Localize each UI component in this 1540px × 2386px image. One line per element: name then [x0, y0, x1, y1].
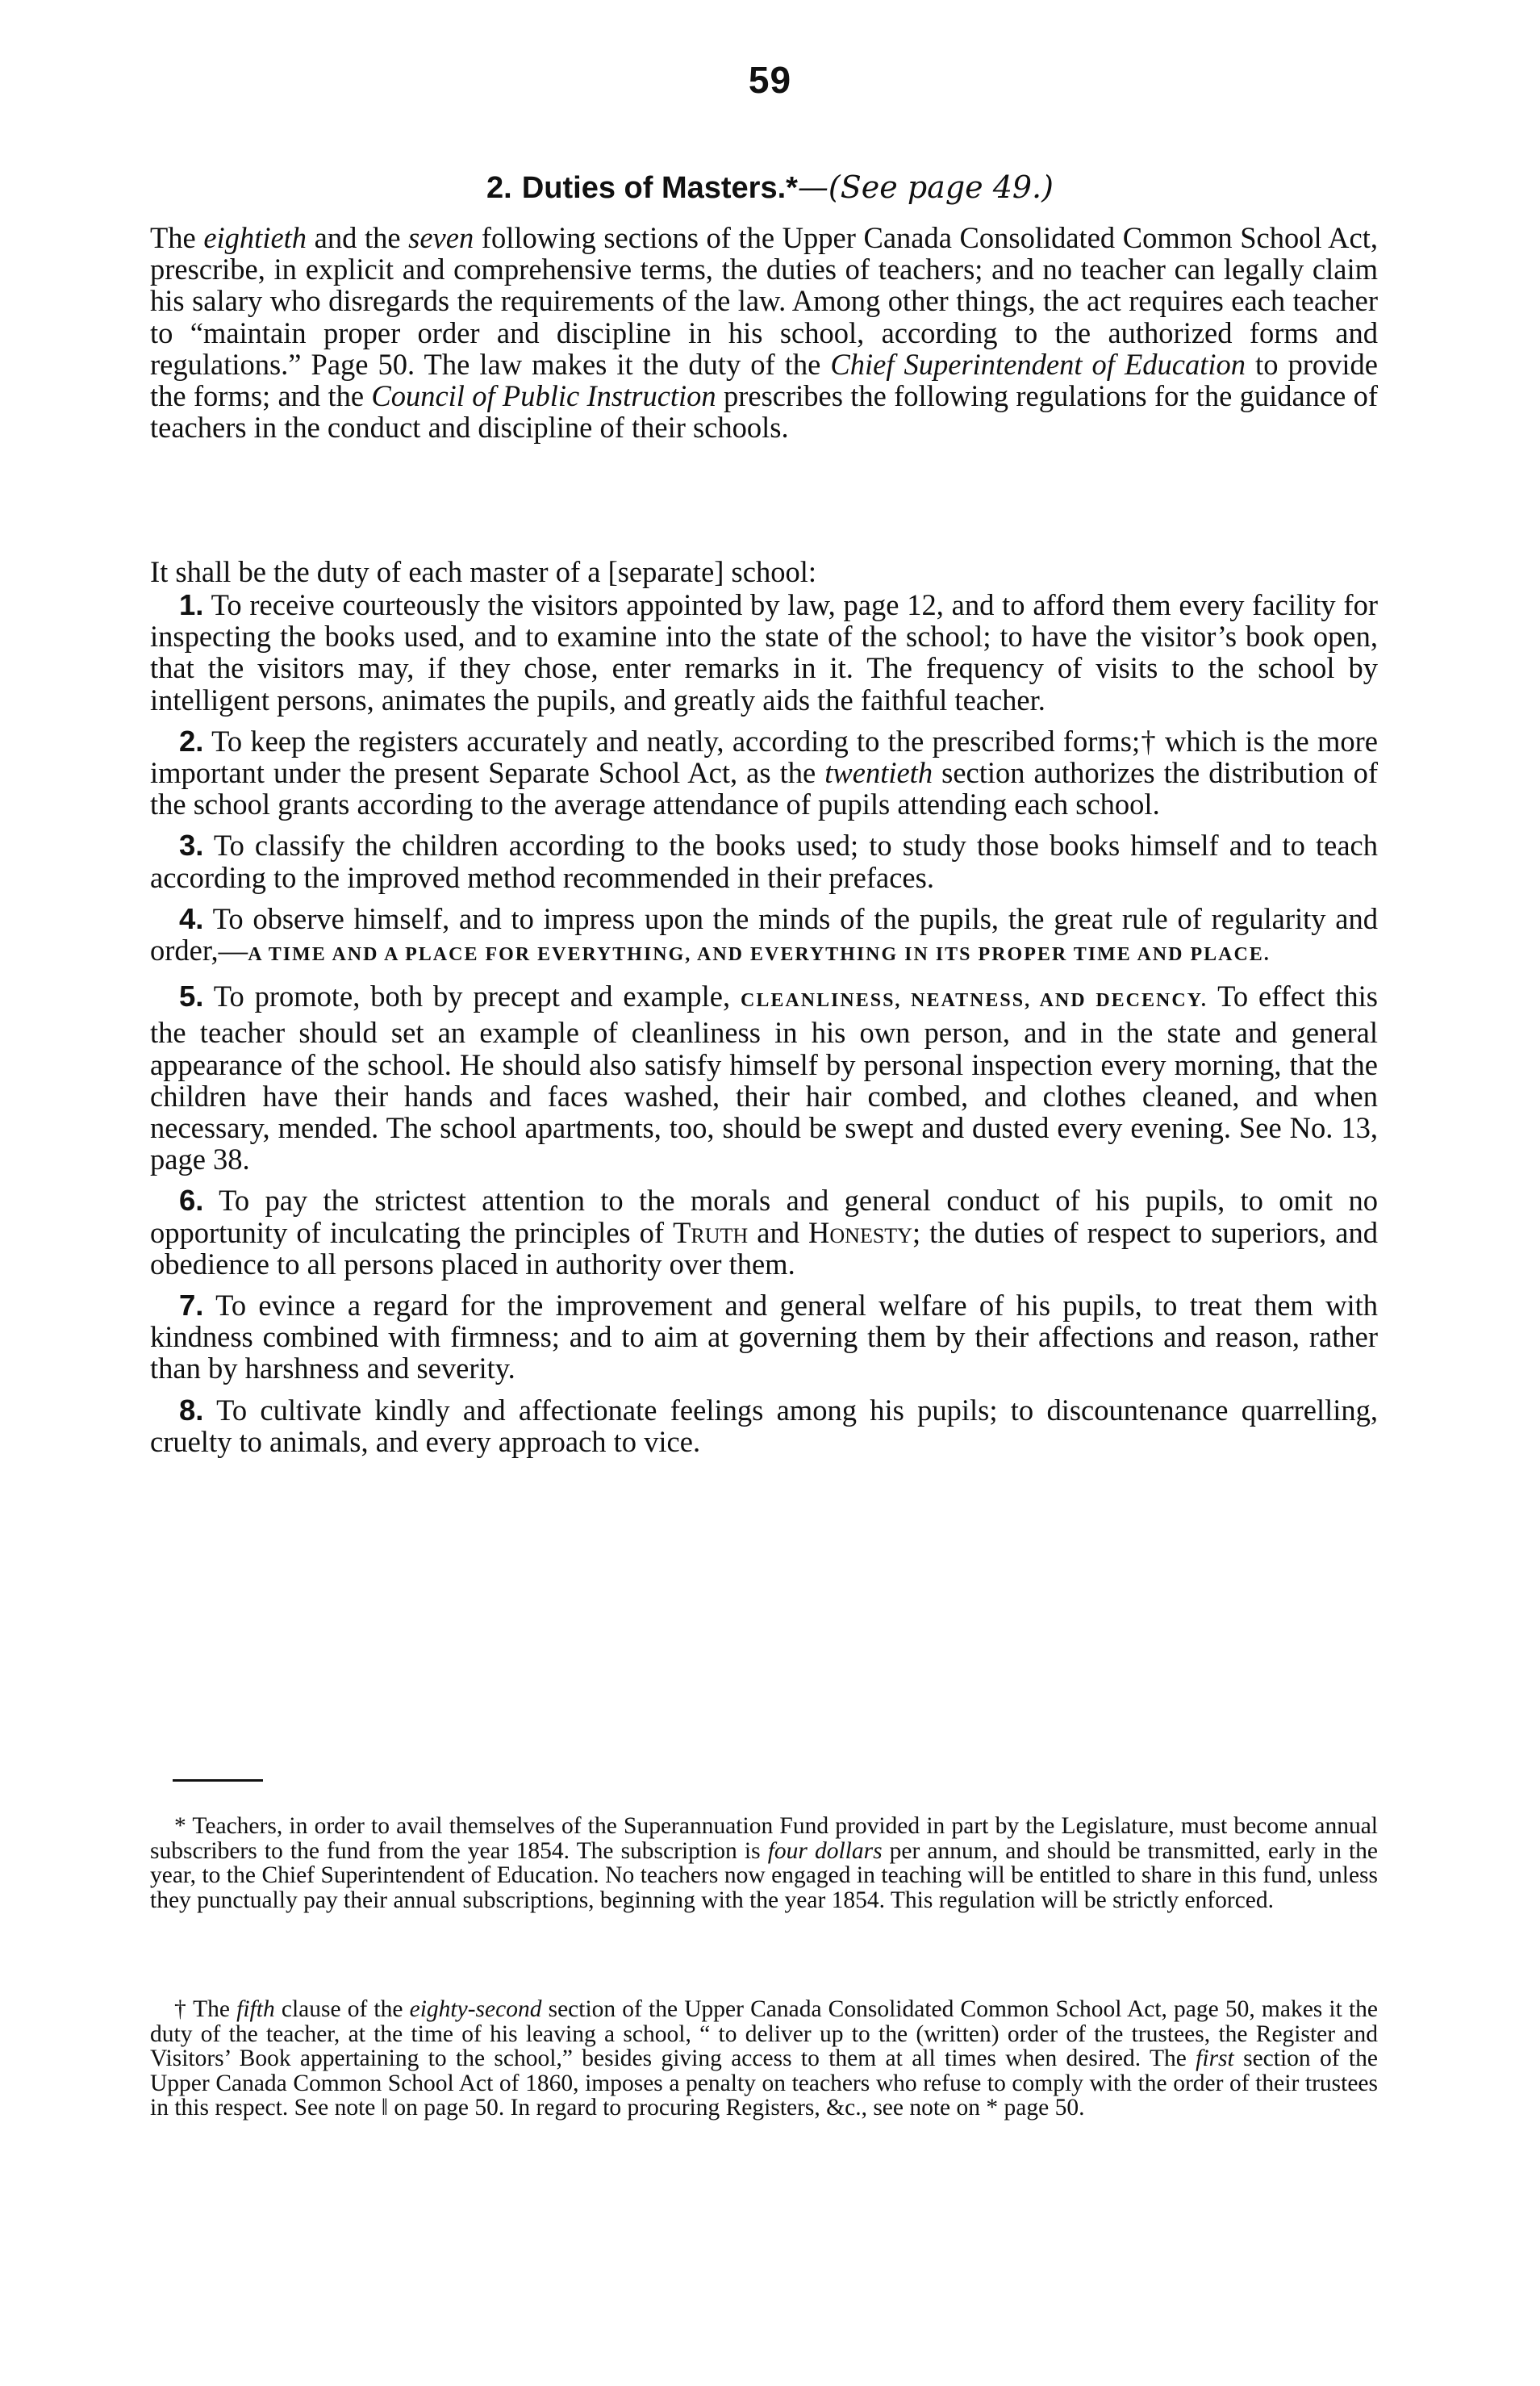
footnote-text: section of the Upper Canada Consolidated Common School Act, page 50, makes it the duty of the teacher, at the time of his leaving a school, “ to deliver up to the (written) order of the trustees, the Register and Visitors’ Book appertaining to the school,” besides giving access to them at all times when desired. The [150, 1996, 1378, 2072]
item-text: To classify the children according to the books used; to study those books himself and to teach according to the improved method recommended in their prefaces. [150, 829, 1378, 894]
duty-list [150, 589, 1378, 1457]
item-text: To promote, both by precept and example, [213, 980, 741, 1013]
item-number: 5. [179, 980, 204, 1013]
intro-emphasis: Chief Superintendent of Education [830, 347, 1246, 381]
item-text: To cultivate kindly and affectionate feelings among his pupils; to discountenance quarrelling, cruelty to animals, and every approach to vice. [150, 1393, 1378, 1458]
duty-item-8 [150, 1394, 1378, 1457]
item-text: To pay the strictest attention to the morals and general conduct of his pupils, to omit no opportunity of inculcating the principles of [150, 1184, 1378, 1249]
item-text: and [748, 1215, 809, 1249]
heading-number: 2. [486, 171, 512, 205]
item-number: 8. [179, 1393, 204, 1427]
item-small-caps: Truth [673, 1215, 749, 1249]
item-number: 1. [179, 588, 204, 621]
intro-text: following sections of the Upper Canada Consolidated Common School Act, prescribe, in explicit and comprehensive terms, the duties of teachers; and no teacher can legally claim his salary who disregards the requirements of the law. Among other things, the act requires each teacher to “maintain proper order and discipline in his school, according to the authorized forms and regulations.” Page 50. The law makes it the duty of the [150, 221, 1379, 381]
intro-emphasis: eightieth [203, 221, 307, 254]
page-number: 59 [748, 59, 792, 101]
item-text: ; the duties of respect to superiors, and obedience to all persons placed in authority over them. [150, 1215, 1379, 1281]
duty-item-6 [150, 1185, 1378, 1280]
footnote-emphasis: first [1196, 2045, 1234, 2072]
footnote-emphasis: fifth [236, 1996, 275, 2022]
footnote-superannuation [150, 1814, 1378, 1912]
footnote-text: section of the Upper Canada Common School Act of 1860, imposes a penalty on teachers who refuse to comply with the order of their trustees in this respect. See note ‖ on page 50. In regard to procuring Registers, &c., see note on * page 50. [150, 2045, 1378, 2121]
item-emphasis: twentieth [824, 756, 933, 790]
footnote-emphasis: eighty-second [409, 1996, 542, 2022]
item-number: 4. [179, 901, 204, 935]
item-text: To observe himself, and to impress upon the minds of the pupils, the great rule of regularity and order,— [150, 901, 1378, 967]
heading-page-reference: —(See page 49.) [797, 169, 1054, 205]
item-small-caps: Honesty [808, 1215, 912, 1249]
footnote-emphasis: four dollars [767, 1837, 883, 1864]
heading-title: Duties of Masters.* [521, 171, 798, 205]
footnote-text: clause of the [274, 1996, 410, 2022]
item-text: To evince a regard for the improvement and general welfare of his pupils, to treat them with kindness combined with firmness; and to aim at governing them by their affections and reason, rather than by harshness and severity. [150, 1289, 1378, 1385]
item-number: 3. [179, 829, 204, 863]
duty-item-3 [150, 829, 1378, 892]
duty-item-5 [150, 980, 1378, 1175]
item-number: 7. [179, 1289, 204, 1323]
duty-item-4 [150, 903, 1378, 971]
item-text: To effect this the teacher should set an example of cleanliness in his own person, and in the state and general appearance of the school. He should also satisfy himself by personal inspection every morning, that the children have their hands and faces washed, their hair combed, and clothes cleaned, and when necessary, mended. The school apartments, too, should be swept and dusted every evening. See No. 13, page 38. [150, 980, 1378, 1176]
duty-item-1 [150, 589, 1378, 716]
intro-text: The [150, 221, 204, 254]
intro-emphasis: Council of Public Instruction [371, 379, 716, 413]
duty-item-7 [150, 1289, 1378, 1385]
duties-lead-line: It shall be the duty of each master of a [separate] school: [150, 555, 816, 588]
section-heading [0, 169, 1540, 206]
item-text: section authorizes the distribution of the school grants according to the average attendance of pupils attending each school. [150, 756, 1378, 821]
item-text: To keep the registers accurately and neatly, according to the prescribed forms;† which is the more important under the present Separate School Act, as the [150, 724, 1379, 790]
item-number: 6. [179, 1184, 204, 1218]
duty-item-2 [150, 725, 1378, 821]
intro-emphasis: seven [408, 221, 474, 254]
footnote-divider [173, 1779, 263, 1782]
item-number: 2. [179, 724, 204, 758]
intro-text: and the [307, 221, 409, 254]
footnote-text: * Teachers, in order to avail themselves of the Superannuation Fund provided in part by the Legislature, must become annual subscribers to the fund from the year 1854. The subscription is [150, 1813, 1378, 1864]
footnote-text: † The [174, 1996, 237, 2022]
intro-text: prescribes the following regulations for the guidance of teachers in the conduct and discipline of their schools. [150, 379, 1379, 445]
item-small-caps: A TIME AND A PLACE FOR EVERYTHING, AND EVERYTHING IN ITS PROPER TIME AND PLACE. [248, 944, 1271, 966]
item-small-caps: CLEANLINESS, NEATNESS, AND DECENCY. [741, 990, 1208, 1012]
intro-paragraph [150, 222, 1378, 443]
intro-text: to provide the forms; and the [150, 347, 1378, 413]
item-text: To receive courteously the visitors appointed by law, page 12, and to afford them every facility for inspecting the books used, and to examine into the state of the school; to have the visitor’s book open, that the visitors may, if they chose, enter remarks in it. The frequency of visits to the school by intelligent persons, animates the pupils, and greatly aids the faithful teacher. [150, 588, 1378, 717]
footnote-registers [150, 1997, 1378, 2121]
footnote-text: per annum, and should be transmitted, early in the year, to the Chief Superintendent of Education. No teachers now engaged in teaching will be entitled to share in this fund, unless they punctually pay their annual subscriptions, beginning with the year 1854. This regulation will be strictly enforced. [150, 1837, 1379, 1913]
